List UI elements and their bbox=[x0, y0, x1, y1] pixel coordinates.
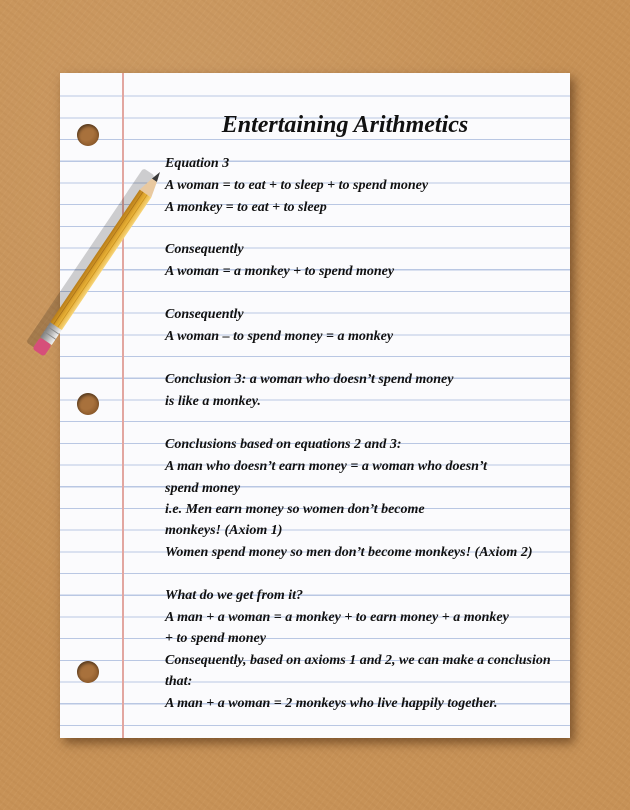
text-line: A woman = a monkey + to spend money bbox=[165, 264, 395, 279]
text-line: A woman = to eat + to sleep + to spend money bbox=[165, 178, 429, 193]
text-line: spend money bbox=[165, 481, 241, 496]
page-title: Entertaining Arithmetics bbox=[221, 112, 469, 138]
text-line: A woman – to spend money = a monkey bbox=[165, 329, 394, 344]
text-line: A monkey = to eat + to sleep bbox=[165, 200, 327, 215]
notebook-paper bbox=[60, 73, 570, 738]
text-line: Equation 3 bbox=[165, 156, 230, 171]
text-line: A man + a woman = a monkey + to earn money + a monkey bbox=[165, 610, 509, 625]
text-line: Consequently, based on axioms 1 and 2, we can make a conclusion bbox=[165, 653, 551, 668]
text-line: Consequently bbox=[165, 242, 244, 257]
text-line: Conclusions based on equations 2 and 3: bbox=[165, 437, 402, 452]
text-line: Consequently bbox=[165, 307, 244, 322]
text-line: A man who doesn’t earn money = a woman who doesn’t bbox=[165, 459, 487, 474]
text-line: monkeys! (Axiom 1) bbox=[165, 523, 283, 538]
text-line: + to spend money bbox=[165, 631, 266, 646]
text-line: is like a monkey. bbox=[165, 394, 261, 409]
text-line: Conclusion 3: a woman who doesn’t spend money bbox=[165, 372, 454, 387]
text-line: Women spend money so men don’t become monkeys! (Axiom 2) bbox=[165, 545, 533, 560]
text-line: What do we get from it? bbox=[165, 588, 304, 603]
text-line: A man + a woman = 2 monkeys who live happily together. bbox=[165, 696, 498, 711]
text-body bbox=[60, 73, 570, 738]
text-line: i.e. Men earn money so women don’t become bbox=[165, 502, 425, 517]
text-line: that: bbox=[165, 674, 193, 689]
